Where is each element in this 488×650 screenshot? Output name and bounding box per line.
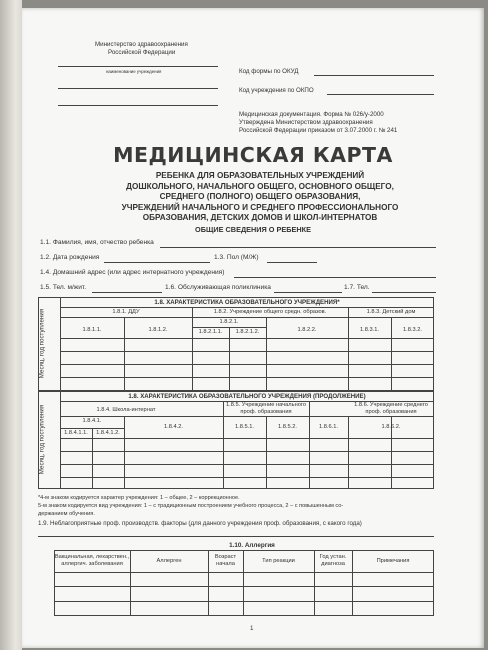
table1-col-1831: 1.8.3.1. [360,327,379,333]
table1-col-1822: 1.8.2.2. [297,327,317,333]
allergy-col2: Аллерген [156,558,182,564]
field-1-5-line[interactable] [92,292,162,293]
allergy-col1-b: аллергич. заболевания [61,561,123,567]
note-2: 5-м знаком кодируется вид учреждения: 1 – с традиционным построением учебного процесса, 2 – с повышенным со- [38,503,344,509]
table2-group-primary-prof-1: 1.8.5. Учреждение начального [226,402,306,408]
okpo-label: Код учреждения по ОКПО [239,87,314,94]
subtitle-line2: ДОШКОЛЬНОГО, НАЧАЛЬНОГО ОБЩЕГО, ОСНОВНОГО ОБЩЕГО, [126,181,394,191]
ministry-underline [58,66,218,67]
table1-col-1812: 1.8.1.2. [148,327,168,333]
allergy-row-2 [54,586,434,587]
table2-v2 [223,401,224,489]
okud-label: Код формы по ОКУД [239,68,299,75]
allergy-col6: Примечания [376,558,410,564]
field-1-9-line[interactable] [38,536,434,537]
table2-group-secondary-prof-2: проф. образования [365,409,417,415]
table2-col-1852: 1.8.5.2. [278,424,297,430]
table1-col-18212: 1.8.2.1.2. [235,329,260,335]
table2-group-primary-prof-2: проф. образования [240,409,292,415]
table1-group-ddu: 1.8.1. ДДУ [112,309,140,315]
field-1-4-label: 1.4. Домашний адрес (или адрес интернатного учреждения) [40,269,225,276]
table1-row-1 [60,338,434,339]
subtitle-line4: УЧРЕЖДЕНИЙ НАЧАЛЬНОГО И СРЕДНЕГО ПРОФЕССИОНАЛЬНОГО [121,202,399,212]
field-1-9-label: 1.9. Неблагоприятные проф. производств. факторы (для данного учреждения проф. образования, с какого года) [38,520,362,527]
doc-line3: Российской Федерации приказом от 3.07.2000 г. № 241 [239,127,398,134]
allergy-col3-a: Возраст [214,554,237,560]
table1-row-2 [60,351,434,352]
institution-underline-2 [58,105,218,106]
field-1-2-label: 1.2. Дата рождения [40,254,100,261]
okpo-underline [327,94,434,95]
table1-line-b [60,317,434,318]
document-page [22,8,484,648]
table1-group-school: 1.8.2. Учреждение общего средн. образов. [213,309,327,315]
table1-col-1811: 1.8.1.1. [82,327,102,333]
table2-group-secondary-prof-1: 1.8.6. Учреждение среднего [354,402,428,408]
table1-line-a [60,307,434,308]
note-1: *4-м знаком кодируется характер учреждения: 1 – общее, 2 – коррекционное. [38,495,240,501]
table1-v5 [348,307,349,391]
field-1-6-label: 1.6. Обслуживающая поликлиника [165,284,271,291]
document-title: МЕДИЦИНСКАЯ КАРТА [113,143,393,167]
table1-heading: 1.8. ХАРАКТЕРИСТИКА ОБРАЗОВАТЕЛЬНОГО УЧРЕЖДЕНИЯ* [154,299,340,306]
table1-col-18211: 1.8.2.1.1. [198,329,223,335]
table2-side-divider [60,391,61,489]
field-1-7-label: 1.7. Тел. [344,284,370,291]
allergy-heading: 1.10. Аллергия [229,542,275,549]
field-1-5-label: 1.5. Тел. м/жит. [40,284,87,291]
table2-col-18412: 1.8.4.1.2. [96,430,120,436]
allergy-col1-a: Вакцинальная, лекарствен., [54,554,130,560]
field-1-1-label: 1.1. Фамилия, имя, отчество ребенка [40,239,154,246]
table2-col-1861: 1.8.6.1. [319,424,338,430]
field-1-4-line[interactable] [234,277,436,278]
field-1-6-line[interactable] [274,292,342,293]
document-subtitle [82,171,438,224]
institution-caption: наименование учреждения [106,69,162,74]
binding-spine [0,0,22,650]
field-1-3-line[interactable] [267,262,317,263]
allergy-row-1 [54,572,434,573]
allergy-col5-a: Год устан. [319,554,347,560]
table2-heading: 1.8. ХАРАКТЕРИСТИКА ОБРАЗОВАТЕЛЬНОГО УЧРЕЖДЕНИЯ (ПРОДОЛЖЕНИЕ) [128,393,366,400]
table2-col-1841: 1.8.4.1. [82,418,102,424]
table2-line-b [60,416,434,417]
table2-sub-line [60,428,124,429]
subtitle-line3: СРЕДНЕГО (ПОЛНОГО) ОБЩЕГО ОБРАЗОВАНИЯ, [159,192,361,202]
subtitle-line1: РЕБЕНКА ДЛЯ ОБРАЗОВАТЕЛЬНЫХ УЧРЕЖДЕНИЙ [155,171,365,180]
table2-col-1842: 1.8.4.2. [164,424,183,430]
table2-col-18411: 1.8.4.1.1. [64,430,88,436]
institution-underline-1 [58,88,218,89]
doc-line1: Медицинская документация. Форма № 026/у-2000 [239,111,384,118]
general-heading: ОБЩИЕ СВЕДЕНИЯ О РЕБЕНКЕ [195,225,311,234]
page-number: 1 [250,625,254,632]
table2-row-2 [60,451,434,452]
allergy-col5-b: диагноза [321,561,345,567]
field-1-7-line[interactable] [372,292,436,293]
table1-sub-line [192,327,266,328]
field-1-3-label: 1.3. Пол (М/Ж) [214,254,259,261]
table1-col-1832: 1.8.3.2. [403,327,422,333]
field-1-2-line[interactable] [104,262,210,263]
table1-v3 [229,327,230,391]
table2-side-label: Месяц, год поступления [38,404,46,475]
table1-group-orphanage: 1.8.3. Детский дом [366,309,416,315]
subtitle-line5: ОБРАЗОВАНИЯ, ДЕТСКИХ ДОМОВ И ШКОЛ-ИНТЕРНАТОВ [142,213,378,223]
ministry-line1: Министерство здравоохранения [95,41,188,48]
table2-row-3 [60,464,434,465]
field-1-1-line[interactable] [160,247,436,248]
table2-group-boarding: 1.8.4. Школа-интернат [96,407,156,413]
allergy-col4: Тип реакции [262,558,295,564]
note-3: держанием обучения. [38,511,95,517]
table2-v4 [309,401,310,489]
table2-row-1 [60,438,434,439]
table1-col-1821: 1.8.2.1. [219,319,239,325]
table2-col-1862: 1.8.6.2. [381,424,401,430]
table1-side-label: Месяц, год поступления [38,308,46,379]
ministry-line2: Российской Федерации [108,49,176,56]
table2-col-1851: 1.8.5.1. [235,424,254,430]
allergy-col3-b: начала [216,561,235,567]
table1-row-3 [60,364,434,365]
doc-line2: Утверждена Министерством здравоохранения [239,119,373,126]
table2-row-4 [60,477,434,478]
table1-row-4 [60,377,434,378]
allergy-row-3 [54,601,434,602]
okud-underline [314,75,434,76]
